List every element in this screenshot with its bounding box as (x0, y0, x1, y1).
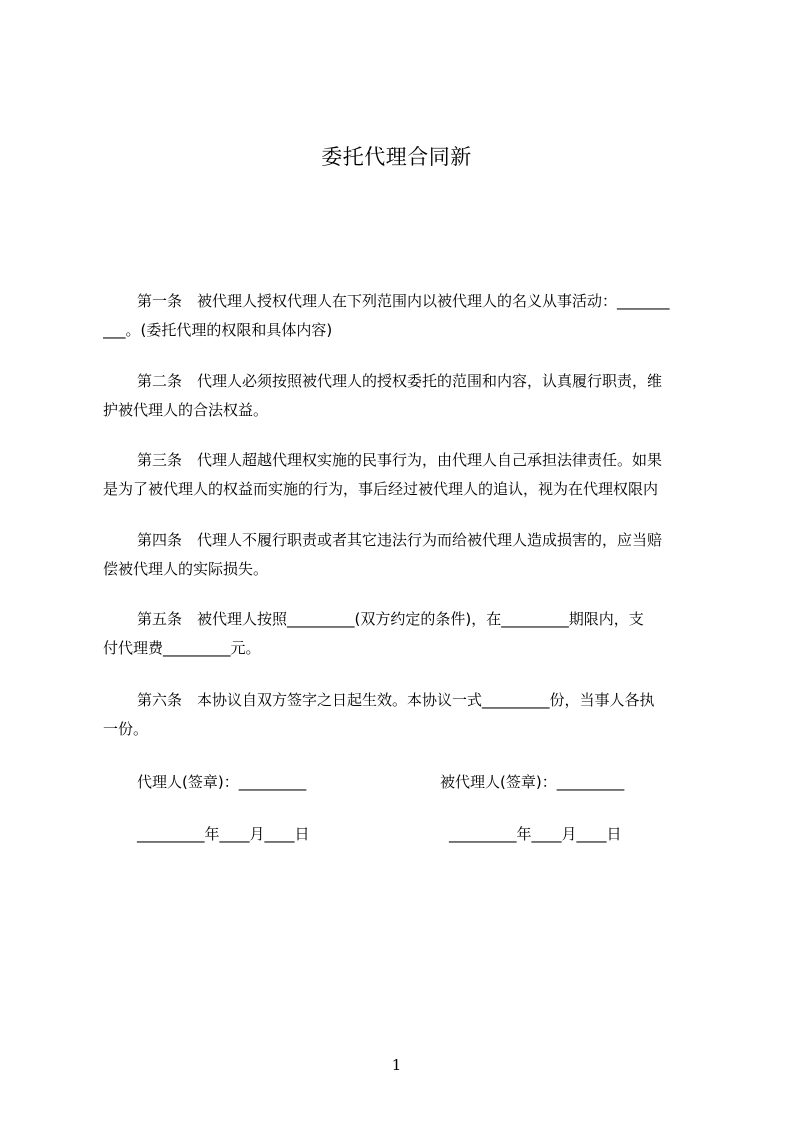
article-text-line-2: 是为了被代理人的权益而实施的行为，事后经过被代理人的追认，视为在代理权限内 (103, 480, 659, 498)
article-text-line-1: 代理人超越代理权实施的民事行为，由代理人自己承担法律责任。如果 (197, 451, 663, 469)
article-number: 第三条 (137, 451, 183, 469)
article-1 (103, 287, 701, 345)
article-number: 第六条 (137, 691, 183, 709)
article-number: 第二条 (137, 372, 183, 390)
agent-signature-line: 代理人(签章)：_________ (137, 773, 307, 791)
article-5 (103, 605, 701, 663)
article-text-line-2: 付代理费_________元。 (103, 639, 261, 657)
principal-signature-line: 被代理人(签章)：_________ (440, 773, 625, 791)
article-number: 第四条 (137, 531, 183, 549)
principal-date-line: _________年____月____日 (449, 825, 622, 843)
article-6 (103, 686, 701, 744)
article-text-line-1: 被代理人按照_________(双方约定的条件)，在_________期限内，支 (197, 610, 644, 628)
article-4 (103, 526, 701, 584)
article-text-line-2: 偿被代理人的实际损失。 (103, 560, 269, 578)
page-number: 1 (391, 1056, 402, 1074)
article-number: 第一条 (137, 292, 183, 310)
article-text-line-2: 护被代理人的合法权益。 (103, 401, 269, 419)
article-text-line-2: ___。(委托代理的权限和具体内容) (103, 321, 333, 339)
article-text-line-1: 被代理人授权代理人在下列范围内以被代理人的名义从事活动：_______ (197, 292, 670, 310)
agent-date-line: _________年____月____日 (137, 825, 310, 843)
article-text-line-1: 代理人不履行职责或者其它违法行为而给被代理人造成损害的，应当赔 (197, 531, 663, 549)
article-text-line-2: 一份。 (103, 720, 149, 738)
article-3 (103, 446, 701, 504)
article-text-line-1: 本协议自双方签字之日起生效。本协议一式_________份，当事人各执 (197, 691, 655, 709)
article-text-line-1: 代理人必须按照被代理人的授权委托的范围和内容，认真履行职责，维 (197, 372, 663, 390)
article-number: 第五条 (137, 610, 183, 628)
document-title: 委托代理合同新 (321, 145, 472, 169)
article-2 (103, 367, 701, 425)
